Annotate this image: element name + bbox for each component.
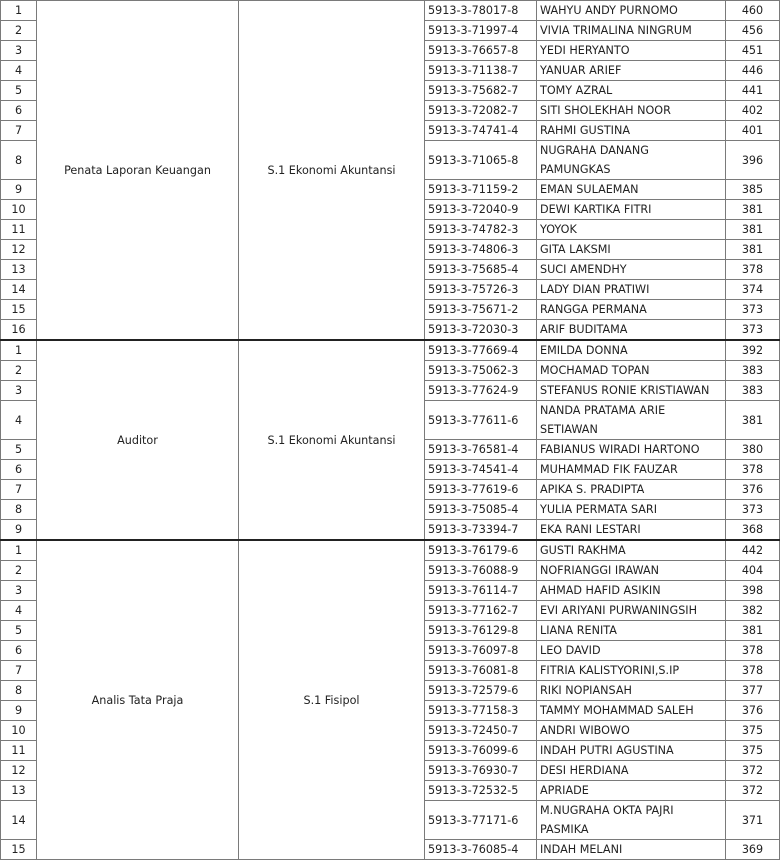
results-table-body (1, 1, 780, 860)
candidate-name-cell: SITI SHOLEKHAH NOOR (537, 101, 726, 121)
score-cell: 396 (726, 141, 780, 180)
education-cell: S.1 Fisipol (239, 540, 425, 860)
registration-code-cell: 5913-3-77669-4 (425, 340, 537, 361)
registration-code-cell: 5913-3-72579-6 (425, 681, 537, 701)
score-cell: 374 (726, 280, 780, 300)
registration-code-cell: 5913-3-71997-4 (425, 21, 537, 41)
position-cell: Penata Laporan Keuangan (37, 1, 239, 341)
registration-code-cell: 5913-3-72030-3 (425, 320, 537, 341)
row-number-cell: 6 (1, 460, 37, 480)
candidate-name-cell: TOMY AZRAL (537, 81, 726, 101)
registration-code-cell: 5913-3-74806-3 (425, 240, 537, 260)
candidate-name-cell: YOYOK (537, 220, 726, 240)
row-number-cell: 4 (1, 401, 37, 440)
score-cell: 442 (726, 540, 780, 561)
candidate-name-cell: EKA RANI LESTARI (537, 520, 726, 541)
candidate-name-cell: MUHAMMAD FIK FAUZAR (537, 460, 726, 480)
registration-code-cell: 5913-3-76657-8 (425, 41, 537, 61)
candidate-name-cell: FABIANUS WIRADI HARTONO (537, 440, 726, 460)
candidate-name-cell: FITRIA KALISTYORINI,S.IP (537, 661, 726, 681)
row-number-cell: 12 (1, 761, 37, 781)
row-number-cell: 12 (1, 240, 37, 260)
row-number-cell: 4 (1, 601, 37, 621)
score-cell: 392 (726, 340, 780, 361)
row-number-cell: 15 (1, 300, 37, 320)
row-number-cell: 6 (1, 641, 37, 661)
score-cell: 368 (726, 520, 780, 541)
score-cell: 441 (726, 81, 780, 101)
score-cell: 378 (726, 460, 780, 480)
registration-code-cell: 5913-3-76114-7 (425, 581, 537, 601)
score-cell: 371 (726, 801, 780, 840)
row-number-cell: 9 (1, 180, 37, 200)
registration-code-cell: 5913-3-76129-8 (425, 621, 537, 641)
table-row (1, 1, 780, 21)
score-cell: 373 (726, 300, 780, 320)
registration-code-cell: 5913-3-73394-7 (425, 520, 537, 541)
candidate-name-cell: WAHYU ANDY PURNOMO (537, 1, 726, 21)
candidate-name-cell: EMAN SULAEMAN (537, 180, 726, 200)
registration-code-cell: 5913-3-74782-3 (425, 220, 537, 240)
row-number-cell: 2 (1, 361, 37, 381)
score-cell: 381 (726, 220, 780, 240)
row-number-cell: 16 (1, 320, 37, 341)
row-number-cell: 5 (1, 81, 37, 101)
candidate-name-cell: LEO DAVID (537, 641, 726, 661)
score-cell: 376 (726, 701, 780, 721)
score-cell: 372 (726, 761, 780, 781)
candidate-name-cell: YULIA PERMATA SARI (537, 500, 726, 520)
table-row (1, 540, 780, 561)
score-cell: 404 (726, 561, 780, 581)
candidate-name-cell: RANGGA PERMANA (537, 300, 726, 320)
registration-code-cell: 5913-3-75062-3 (425, 361, 537, 381)
registration-code-cell: 5913-3-75085-4 (425, 500, 537, 520)
score-cell: 373 (726, 500, 780, 520)
registration-code-cell: 5913-3-74541-4 (425, 460, 537, 480)
registration-code-cell: 5913-3-72082-7 (425, 101, 537, 121)
registration-code-cell: 5913-3-75685-4 (425, 260, 537, 280)
score-cell: 446 (726, 61, 780, 81)
row-number-cell: 3 (1, 581, 37, 601)
candidate-name-cell: LIANA RENITA (537, 621, 726, 641)
candidate-name-cell: EVI ARIYANI PURWANINGSIH (537, 601, 726, 621)
row-number-cell: 9 (1, 701, 37, 721)
candidate-name-cell: MOCHAMAD TOPAN (537, 361, 726, 381)
row-number-cell: 8 (1, 681, 37, 701)
row-number-cell: 4 (1, 61, 37, 81)
registration-code-cell: 5913-3-75682-7 (425, 81, 537, 101)
row-number-cell: 3 (1, 41, 37, 61)
registration-code-cell: 5913-3-71065-8 (425, 141, 537, 180)
candidate-name-cell: YEDI HERYANTO (537, 41, 726, 61)
registration-code-cell: 5913-3-78017-8 (425, 1, 537, 21)
score-cell: 381 (726, 200, 780, 220)
candidate-name-cell: EMILDA DONNA (537, 340, 726, 361)
row-number-cell: 8 (1, 500, 37, 520)
candidate-name-cell: GUSTI RAKHMA (537, 540, 726, 561)
row-number-cell: 3 (1, 381, 37, 401)
score-cell: 369 (726, 840, 780, 860)
score-cell: 373 (726, 320, 780, 341)
row-number-cell: 11 (1, 220, 37, 240)
score-cell: 451 (726, 41, 780, 61)
score-cell: 401 (726, 121, 780, 141)
row-number-cell: 10 (1, 200, 37, 220)
row-number-cell: 8 (1, 141, 37, 180)
score-cell: 460 (726, 1, 780, 21)
candidate-name-cell: NANDA PRATAMA ARIE SETIAWAN (537, 401, 726, 440)
registration-code-cell: 5913-3-72450-7 (425, 721, 537, 741)
score-cell: 385 (726, 180, 780, 200)
score-cell: 380 (726, 440, 780, 460)
registration-code-cell: 5913-3-72532-5 (425, 781, 537, 801)
table-row (1, 340, 780, 361)
row-number-cell: 5 (1, 621, 37, 641)
candidate-name-cell: ARIF BUDITAMA (537, 320, 726, 341)
row-number-cell: 7 (1, 480, 37, 500)
row-number-cell: 6 (1, 101, 37, 121)
candidate-name-cell: VIVIA TRIMALINA NINGRUM (537, 21, 726, 41)
candidate-name-cell: ANDRI WIBOWO (537, 721, 726, 741)
row-number-cell: 14 (1, 280, 37, 300)
score-cell: 456 (726, 21, 780, 41)
registration-code-cell: 5913-3-76179-6 (425, 540, 537, 561)
row-number-cell: 11 (1, 741, 37, 761)
position-cell: Auditor (37, 340, 239, 540)
registration-code-cell: 5913-3-76088-9 (425, 561, 537, 581)
score-cell: 375 (726, 721, 780, 741)
row-number-cell: 7 (1, 121, 37, 141)
row-number-cell: 10 (1, 721, 37, 741)
registration-code-cell: 5913-3-76097-8 (425, 641, 537, 661)
score-cell: 375 (726, 741, 780, 761)
row-number-cell: 1 (1, 1, 37, 21)
score-cell: 372 (726, 781, 780, 801)
candidate-name-cell: APRIADE (537, 781, 726, 801)
candidate-name-cell: INDAH MELANI (537, 840, 726, 860)
candidate-name-cell: APIKA S. PRADIPTA (537, 480, 726, 500)
registration-code-cell: 5913-3-75671-2 (425, 300, 537, 320)
registration-code-cell: 5913-3-76581-4 (425, 440, 537, 460)
candidate-name-cell: NOFRIANGGI IRAWAN (537, 561, 726, 581)
candidate-name-cell: NUGRAHA DANANG PAMUNGKAS (537, 141, 726, 180)
education-cell: S.1 Ekonomi Akuntansi (239, 1, 425, 341)
score-cell: 402 (726, 101, 780, 121)
row-number-cell: 1 (1, 540, 37, 561)
candidate-name-cell: GITA LAKSMI (537, 240, 726, 260)
row-number-cell: 14 (1, 801, 37, 840)
registration-code-cell: 5913-3-77171-6 (425, 801, 537, 840)
candidate-name-cell: DEWI KARTIKA FITRI (537, 200, 726, 220)
registration-code-cell: 5913-3-71138-7 (425, 61, 537, 81)
registration-code-cell: 5913-3-74741-4 (425, 121, 537, 141)
registration-code-cell: 5913-3-71159-2 (425, 180, 537, 200)
score-cell: 383 (726, 361, 780, 381)
registration-code-cell: 5913-3-77624-9 (425, 381, 537, 401)
score-cell: 382 (726, 601, 780, 621)
row-number-cell: 13 (1, 260, 37, 280)
registration-code-cell: 5913-3-77158-3 (425, 701, 537, 721)
row-number-cell: 13 (1, 781, 37, 801)
candidate-name-cell: LADY DIAN PRATIWI (537, 280, 726, 300)
row-number-cell: 2 (1, 21, 37, 41)
position-cell: Analis Tata Praja (37, 540, 239, 860)
registration-code-cell: 5913-3-76099-6 (425, 741, 537, 761)
row-number-cell: 1 (1, 340, 37, 361)
candidate-name-cell: AHMAD HAFID ASIKIN (537, 581, 726, 601)
score-cell: 381 (726, 401, 780, 440)
score-cell: 398 (726, 581, 780, 601)
score-cell: 378 (726, 641, 780, 661)
score-cell: 378 (726, 661, 780, 681)
candidate-name-cell: RAHMI GUSTINA (537, 121, 726, 141)
row-number-cell: 5 (1, 440, 37, 460)
registration-code-cell: 5913-3-76930-7 (425, 761, 537, 781)
score-cell: 377 (726, 681, 780, 701)
candidate-name-cell: YANUAR ARIEF (537, 61, 726, 81)
registration-code-cell: 5913-3-77162-7 (425, 601, 537, 621)
candidate-name-cell: SUCI AMENDHY (537, 260, 726, 280)
candidate-name-cell: RIKI NOPIANSAH (537, 681, 726, 701)
score-cell: 376 (726, 480, 780, 500)
score-cell: 378 (726, 260, 780, 280)
registration-code-cell: 5913-3-76085-4 (425, 840, 537, 860)
candidate-name-cell: TAMMY MOHAMMAD SALEH (537, 701, 726, 721)
score-cell: 381 (726, 240, 780, 260)
row-number-cell: 15 (1, 840, 37, 860)
registration-code-cell: 5913-3-77611-6 (425, 401, 537, 440)
row-number-cell: 9 (1, 520, 37, 541)
candidate-name-cell: M.NUGRAHA OKTA PAJRI PASMIKA (537, 801, 726, 840)
candidate-name-cell: STEFANUS RONIE KRISTIAWAN (537, 381, 726, 401)
candidate-name-cell: INDAH PUTRI AGUSTINA (537, 741, 726, 761)
education-cell: S.1 Ekonomi Akuntansi (239, 340, 425, 540)
row-number-cell: 2 (1, 561, 37, 581)
score-cell: 381 (726, 621, 780, 641)
registration-code-cell: 5913-3-76081-8 (425, 661, 537, 681)
candidate-name-cell: DESI HERDIANA (537, 761, 726, 781)
registration-code-cell: 5913-3-77619-6 (425, 480, 537, 500)
registration-code-cell: 5913-3-75726-3 (425, 280, 537, 300)
row-number-cell: 7 (1, 661, 37, 681)
registration-code-cell: 5913-3-72040-9 (425, 200, 537, 220)
score-cell: 383 (726, 381, 780, 401)
